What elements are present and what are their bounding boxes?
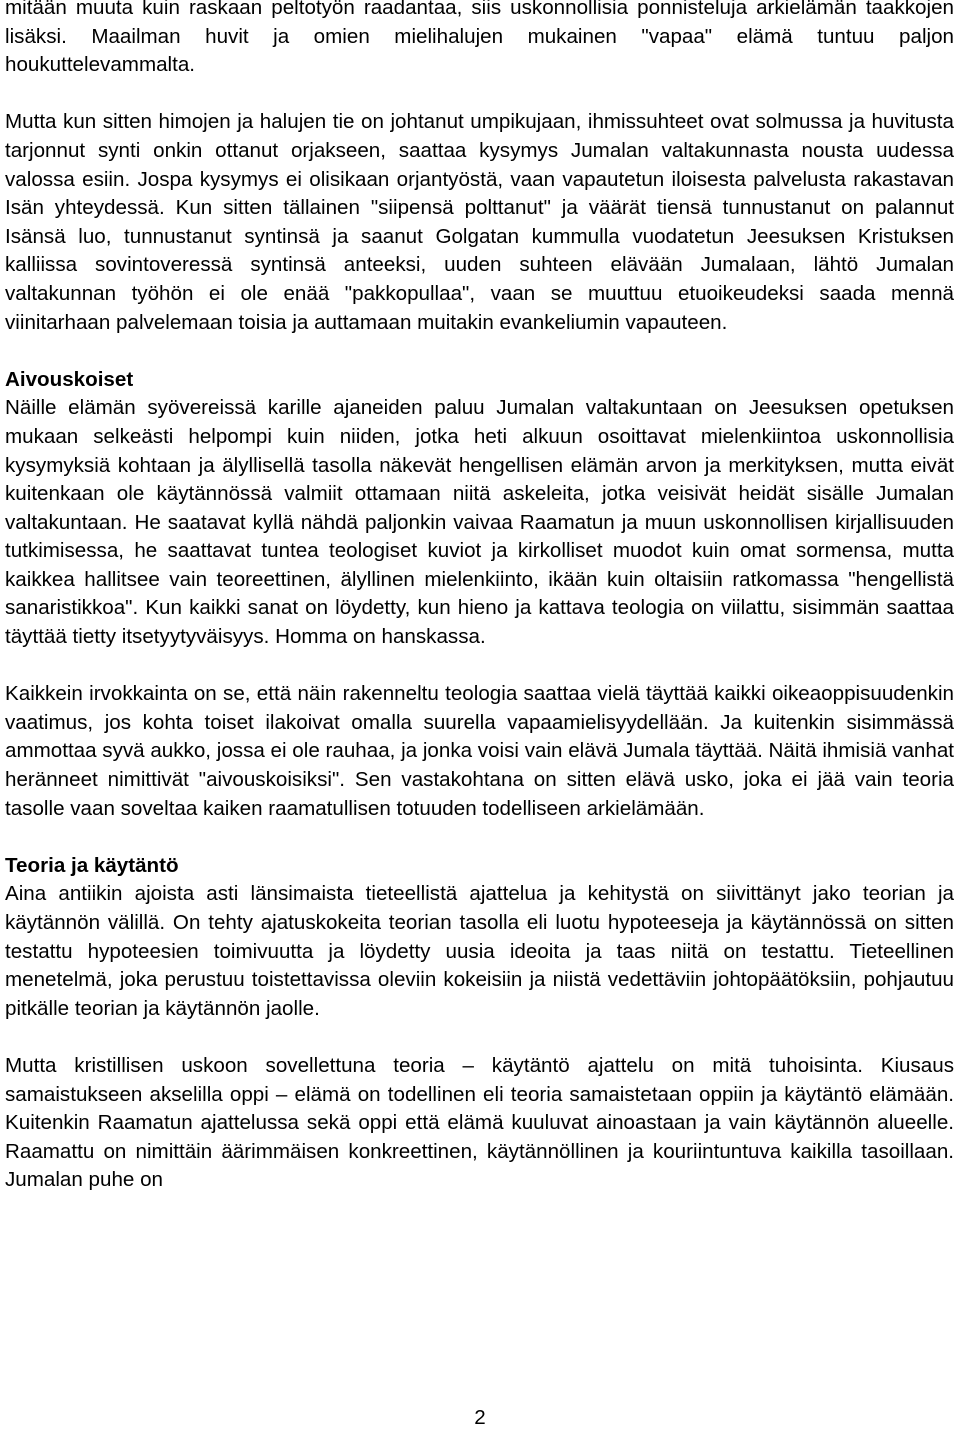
section-teoria-ja-kaytanto <box>5 852 954 1024</box>
paragraph-4: Kaikkein irvokkainta on se, että näin rakenneltu teologia saattaa vielä täyttää kaikki oikeaoppisuudenkin vaatimus, jos kohta toiset ilakoivat omalla suurella vapaamielisyydellään. Ja kuitenkin sisimmässä ammottaa syvä aukko, jossa ei ole rauhaa, ja jonka voisi vain elävä Jumala täyttää. Näitä ihmisiä vanhat heränneet nimittivät "aivouskoisiksi". Sen vastakohtana on sitten elävä usko, joka ei jää vain teoria tasolle vaan soveltaa kaiken raamatullisen totuuden todelliseen arkielämään. <box>5 682 954 820</box>
page-number: 2 <box>474 1406 486 1429</box>
paragraph-6: Mutta kristillisen uskoon sovellettuna teoria – käytäntö ajattelu on mitä tuhoisinta. Kiusaus samaistukseen akselilla oppi – elämä on todellinen eli teoria samaistetaan oppiin ja käytäntö elämään. Kuitenkin Raamatun ajattelussa sekä oppi että elämä kuuluvat ainoastaan ja vain käytännön alueelle. Raamattu on nimittäin äärimmäisen konkreettinen, käytännöllinen ja kouriintuntuva kaikilla tasoillaan. Jumalan puhe on <box>5 1053 954 1192</box>
paragraph-2: Mutta kun sitten himojen ja halujen tie on johtanut umpikujaan, ihmissuhteet ovat solmussa ja huvitusta tarjonnut synti onkin ottanut orjakseen, saattaa kysymys Jumalan valtakunnasta nousta uudessa valossa esiin. Jospa kysymys ei olisikaan orjantyöstä, vaan vapautetun iloisesta palvelusta rakastavan Isän yhteydessä. Kun sitten tällainen "siipensä polttanut" ja väärät tiensä tunnustanut on palannut Isänsä luo, tunnustanut syntinsä ja saanut Golgatan kummulla vuodatetun Jeesuksen Kristuksen kalliissa sovintoveressä syntinsä anteeksi, uuden suhteen elävään Jumalaan, lähtö Jumalan valtakunnan työhön ei ole enää "pakkopullaa", vaan se muuttuu etuoikeudeksi saada mennä viinitarhaan palvelemaan toisia ja auttamaan muitakin evankeliumin vapauteen. <box>5 110 954 334</box>
paragraph-gap <box>5 823 954 852</box>
section-aivouskoiset <box>5 366 954 652</box>
section-heading-aivouskoiset: Aivouskoiset <box>5 367 134 391</box>
paragraph-gap <box>5 652 954 681</box>
paragraph-gap <box>5 1023 954 1052</box>
paragraph-3: Näille elämän syövereissä karille ajaneiden paluu Jumalan valtakuntaan on Jeesuksen opetuksen mukaan selkeästi helpompi kuin niiden, jotka heti alkuun osoittavat mielenkiintoa uskonnollisia kysymyksiä kohtaan ja älyllisellä tasolla näkevät hengellisen elämän arvon ja merkityksen, mutta eivät kuitenkaan ole käytännössä valmiit ottamaan niitä askeleita, jotka veisivät heidät sisälle Jumalan valtakuntaan. He saatavat kyllä nähdä paljonkin vaivaa Raamatun ja muun uskonnollisen kirjallisuuden tutkimisessa, he saattavat tuntea teologiset kuviot ja kirkolliset muodot kuin omat sormensa, mutta kaikkea hallitsee vain teoreettinen, älyllinen mielenkiinto, ikään kuin oltaisiin ratkomassa "hengellistä sanaristikkoa". Kun kaikki sanat on löydetty, kun hieno ja kattava teologia on viilattu, sisimmän saattaa täyttää tietty itsetyytyväisyys. Homma on hanskassa. <box>5 396 954 649</box>
paragraph-gap <box>5 80 954 109</box>
paragraph-5: Aina antiikin ajoista asti länsimaista tieteellistä ajattelua ja kehitystä on siivittänyt jako teorian ja käytännön välillä. On tehty ajatuskokeita teorian tasolla eli luotu hypoteeseja ja käytännössä on sitten testattu hypoteesien toimivuutta ja löydetty uusia ideoita ja taas niitä on testattu. Tieteellinen menetelmä, joka perustuu toistettavissa oleviin kokeisiin ja niistä vedettäviin johtopäätöksiin, pohjautuu pitkälle teorian ja käytännön jaolle. <box>5 882 954 1020</box>
section-heading-teoria-ja-kaytanto: Teoria ja käytäntö <box>5 853 179 877</box>
document-page <box>5 0 954 1195</box>
paragraph-gap <box>5 337 954 366</box>
paragraph-1: mitään muuta kuin raskaan peltotyön raadantaa, siis uskonnollisia ponnisteluja arkielämän taakkojen lisäksi. Maailman huvit ja omien mielihalujen mukainen "vapaa" elämä tuntuu paljon houkuttelevammalta. <box>5 0 954 77</box>
